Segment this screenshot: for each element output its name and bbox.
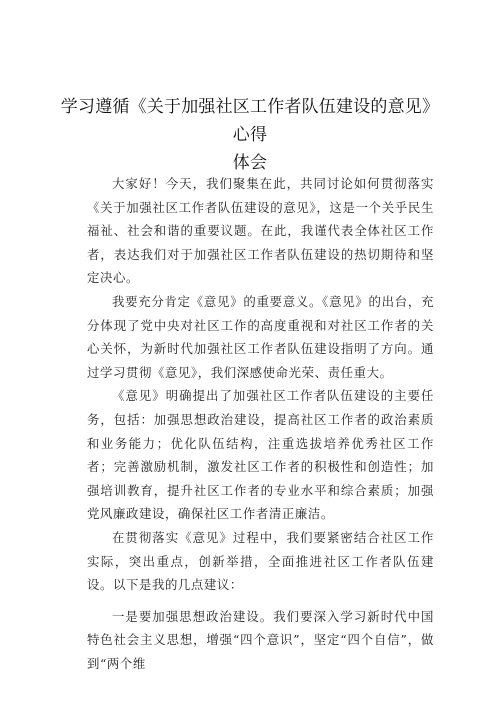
paragraph-significance: 我要充分肯定《意见》的重要意义。《意见》的出台，充分体现了党中央对社区工作的高度重视和对社区工作者的关心关怀，为新时代加强社区工作者队伍建设指明了方向。通过学习贯彻《意见》，我们深感使命光荣、责任重大。 xyxy=(87,293,434,380)
paragraph-implementation: 在贯彻落实《意见》过程中，我们要紧密结合社区工作实际，突出重点，创新举措，全面推进社区工作者队伍建设。以下是我的几点建议： xyxy=(87,529,434,593)
document-title xyxy=(60,93,440,177)
paragraph-greeting: 大家好！今天，我们聚集在此，共同讨论如何贯彻落实《关于加强社区工作者队伍建设的意见》，这是一个关乎民生福祉、社会和谐的重要议题。在此，我谨代表全体社区工作者，表达我们对于加强社区工作者队伍建设的热切期待和坚定决心。 xyxy=(87,176,434,286)
title-line-1: 学习遵循《关于加强社区工作者队伍建设的意见》心得 xyxy=(60,97,440,145)
title-line-2: 体会 xyxy=(232,153,268,173)
document-body xyxy=(87,172,434,675)
paragraph-suggestion-one: 一是要加强思想政治建设。我们要深入学习新时代中国特色社会主义思想，增强“四个意识”，坚定“四个自信”，做到“两个维 xyxy=(87,608,434,671)
paragraph-main-tasks: 《意见》明确提出了加强社区工作者队伍建设的主要任务，包括：加强思想政治建设，提高社区工作者的政治素质和业务能力；优化队伍结构，注重选拔培养优秀社区工作者；完善激励机制，激发社区工作者的积极性和创造性；加强培训教育，提升社区工作者的专业水平和综合素质；加强党风廉政建设，确保社区工作者清正廉洁。 xyxy=(87,388,434,522)
